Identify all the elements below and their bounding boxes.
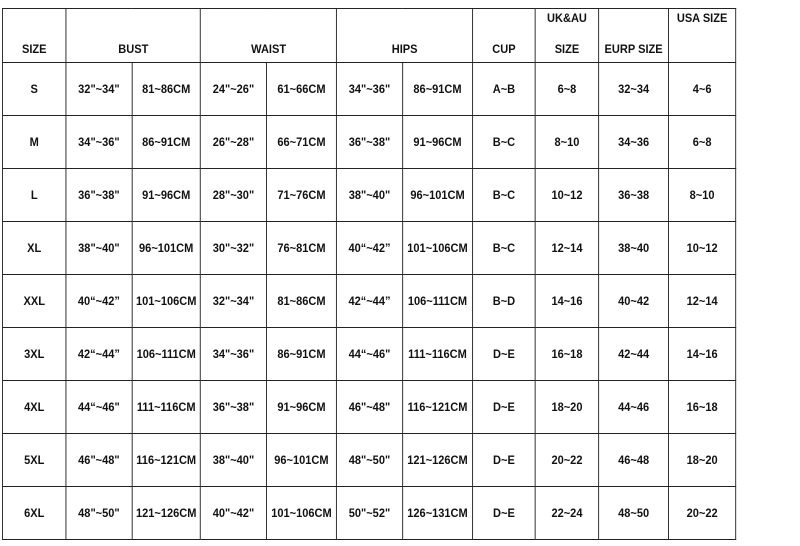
cell-size: M (2, 116, 66, 169)
cell-cup: D~E (473, 328, 536, 381)
cell-bust-in: 36"~38" (66, 169, 132, 222)
cell-eurp: 40~42 (599, 275, 669, 328)
size-chart-table (2, 8, 736, 540)
cell-usa: 14~16 (669, 328, 736, 381)
cell-hips-in: 34"~36" (337, 63, 403, 116)
cell-usa: 18~20 (669, 434, 736, 487)
cell-waist-cm: 81~86CM (266, 275, 336, 328)
cell-cup: B~D (473, 275, 536, 328)
cell-eurp: 34~36 (599, 116, 669, 169)
cell-usa: 4~6 (669, 63, 736, 116)
table-row (2, 222, 735, 275)
cell-waist-in: 36"~38" (201, 381, 267, 434)
cell-eurp: 32~34 (599, 63, 669, 116)
header-uk-au-line2: SIZE (554, 42, 580, 56)
cell-hips-in: 46"~48" (337, 381, 403, 434)
cell-bust-cm: 121~126CM (132, 487, 201, 540)
cell-hips-in: 50"~52" (337, 487, 403, 540)
cell-hips-cm: 126~131CM (402, 487, 472, 540)
cell-waist-cm: 76~81CM (266, 222, 336, 275)
cell-waist-cm: 101~106CM (266, 487, 336, 540)
cell-hips-in: 40“~42” (337, 222, 403, 275)
header-size: SIZE (2, 9, 66, 63)
cell-waist-in: 30"~32" (201, 222, 267, 275)
cell-bust-in: 42“~44” (66, 328, 132, 381)
cell-cup: D~E (473, 487, 536, 540)
table-row (2, 381, 735, 434)
cell-uk-au: 14~16 (535, 275, 598, 328)
cell-waist-in: 38"~40" (201, 434, 267, 487)
cell-bust-in: 34"~36" (66, 116, 132, 169)
cell-cup: B~C (473, 116, 536, 169)
cell-hips-cm: 106~111CM (402, 275, 472, 328)
cell-waist-in: 24"~26" (201, 63, 267, 116)
cell-hips-cm: 116~121CM (402, 381, 472, 434)
table-row (2, 328, 735, 381)
cell-bust-cm: 81~86CM (132, 63, 201, 116)
cell-size: 3XL (2, 328, 66, 381)
cell-uk-au: 20~22 (535, 434, 598, 487)
cell-uk-au: 12~14 (535, 222, 598, 275)
cell-cup: D~E (473, 434, 536, 487)
cell-uk-au: 10~12 (535, 169, 598, 222)
cell-waist-in: 26"~28" (201, 116, 267, 169)
cell-waist-cm: 61~66CM (266, 63, 336, 116)
cell-usa: 8~10 (669, 169, 736, 222)
cell-hips-in: 48"~50" (337, 434, 403, 487)
cell-eurp: 42~44 (599, 328, 669, 381)
table-row (2, 487, 735, 540)
cell-usa: 10~12 (669, 222, 736, 275)
cell-hips-cm: 121~126CM (402, 434, 472, 487)
cell-cup: B~C (473, 169, 536, 222)
cell-bust-cm: 96~101CM (132, 222, 201, 275)
cell-bust-cm: 101~106CM (132, 275, 201, 328)
cell-bust-cm: 106~111CM (132, 328, 201, 381)
table-row (2, 434, 735, 487)
cell-uk-au: 8~10 (535, 116, 598, 169)
cell-bust-cm: 116~121CM (132, 434, 201, 487)
cell-hips-cm: 101~106CM (402, 222, 472, 275)
header-uk-au-size (535, 9, 598, 63)
cell-cup: D~E (473, 381, 536, 434)
cell-bust-in: 44“~46" (66, 381, 132, 434)
header-bust: BUST (66, 9, 201, 63)
cell-hips-in: 38"~40" (337, 169, 403, 222)
cell-hips-in: 42“~44” (337, 275, 403, 328)
cell-waist-in: 34"~36" (201, 328, 267, 381)
cell-bust-cm: 111~116CM (132, 381, 201, 434)
cell-size: 4XL (2, 381, 66, 434)
header-hips: HIPS (337, 9, 473, 63)
cell-usa: 16~18 (669, 381, 736, 434)
header-eurp-size: EURP SIZE (599, 9, 669, 63)
header-cup: CUP (473, 9, 536, 63)
table-row (2, 169, 735, 222)
cell-cup: A~B (473, 63, 536, 116)
cell-waist-cm: 91~96CM (266, 381, 336, 434)
cell-size: 6XL (2, 487, 66, 540)
header-waist: WAIST (201, 9, 337, 63)
cell-uk-au: 6~8 (535, 63, 598, 116)
size-chart-body (2, 63, 735, 540)
header-usa-label: USA SIZE (676, 11, 728, 25)
cell-uk-au: 22~24 (535, 487, 598, 540)
table-row (2, 275, 735, 328)
cell-eurp: 36~38 (599, 169, 669, 222)
cell-size: L (2, 169, 66, 222)
cell-usa: 12~14 (669, 275, 736, 328)
cell-bust-cm: 86~91CM (132, 116, 201, 169)
cell-uk-au: 18~20 (535, 381, 598, 434)
cell-hips-cm: 96~101CM (402, 169, 472, 222)
cell-hips-cm: 91~96CM (402, 116, 472, 169)
cell-bust-in: 46"~48" (66, 434, 132, 487)
cell-waist-cm: 66~71CM (266, 116, 336, 169)
cell-usa: 20~22 (669, 487, 736, 540)
header-uk-au-line1: UK&AU (547, 11, 587, 25)
cell-hips-cm: 111~116CM (402, 328, 472, 381)
cell-size: S (2, 63, 66, 116)
cell-waist-in: 32"~34" (201, 275, 267, 328)
cell-size: XXL (2, 275, 66, 328)
cell-size: 5XL (2, 434, 66, 487)
cell-bust-cm: 91~96CM (132, 169, 201, 222)
cell-uk-au: 16~18 (535, 328, 598, 381)
cell-waist-cm: 96~101CM (266, 434, 336, 487)
cell-bust-in: 38"~40" (66, 222, 132, 275)
cell-eurp: 48~50 (599, 487, 669, 540)
header-usa-size (669, 9, 736, 63)
cell-waist-cm: 86~91CM (266, 328, 336, 381)
cell-hips-cm: 86~91CM (402, 63, 472, 116)
cell-waist-cm: 71~76CM (266, 169, 336, 222)
cell-size: XL (2, 222, 66, 275)
cell-eurp: 44~46 (599, 381, 669, 434)
cell-bust-in: 32"~34" (66, 63, 132, 116)
cell-bust-in: 40“~42” (66, 275, 132, 328)
table-row (2, 116, 735, 169)
cell-waist-in: 40"~42" (201, 487, 267, 540)
cell-waist-in: 28"~30" (201, 169, 267, 222)
cell-eurp: 46~48 (599, 434, 669, 487)
cell-usa: 6~8 (669, 116, 736, 169)
cell-hips-in: 36"~38" (337, 116, 403, 169)
header-row (2, 9, 735, 63)
cell-cup: B~C (473, 222, 536, 275)
cell-hips-in: 44“~46" (337, 328, 403, 381)
cell-eurp: 38~40 (599, 222, 669, 275)
table-row (2, 63, 735, 116)
cell-bust-in: 48"~50" (66, 487, 132, 540)
